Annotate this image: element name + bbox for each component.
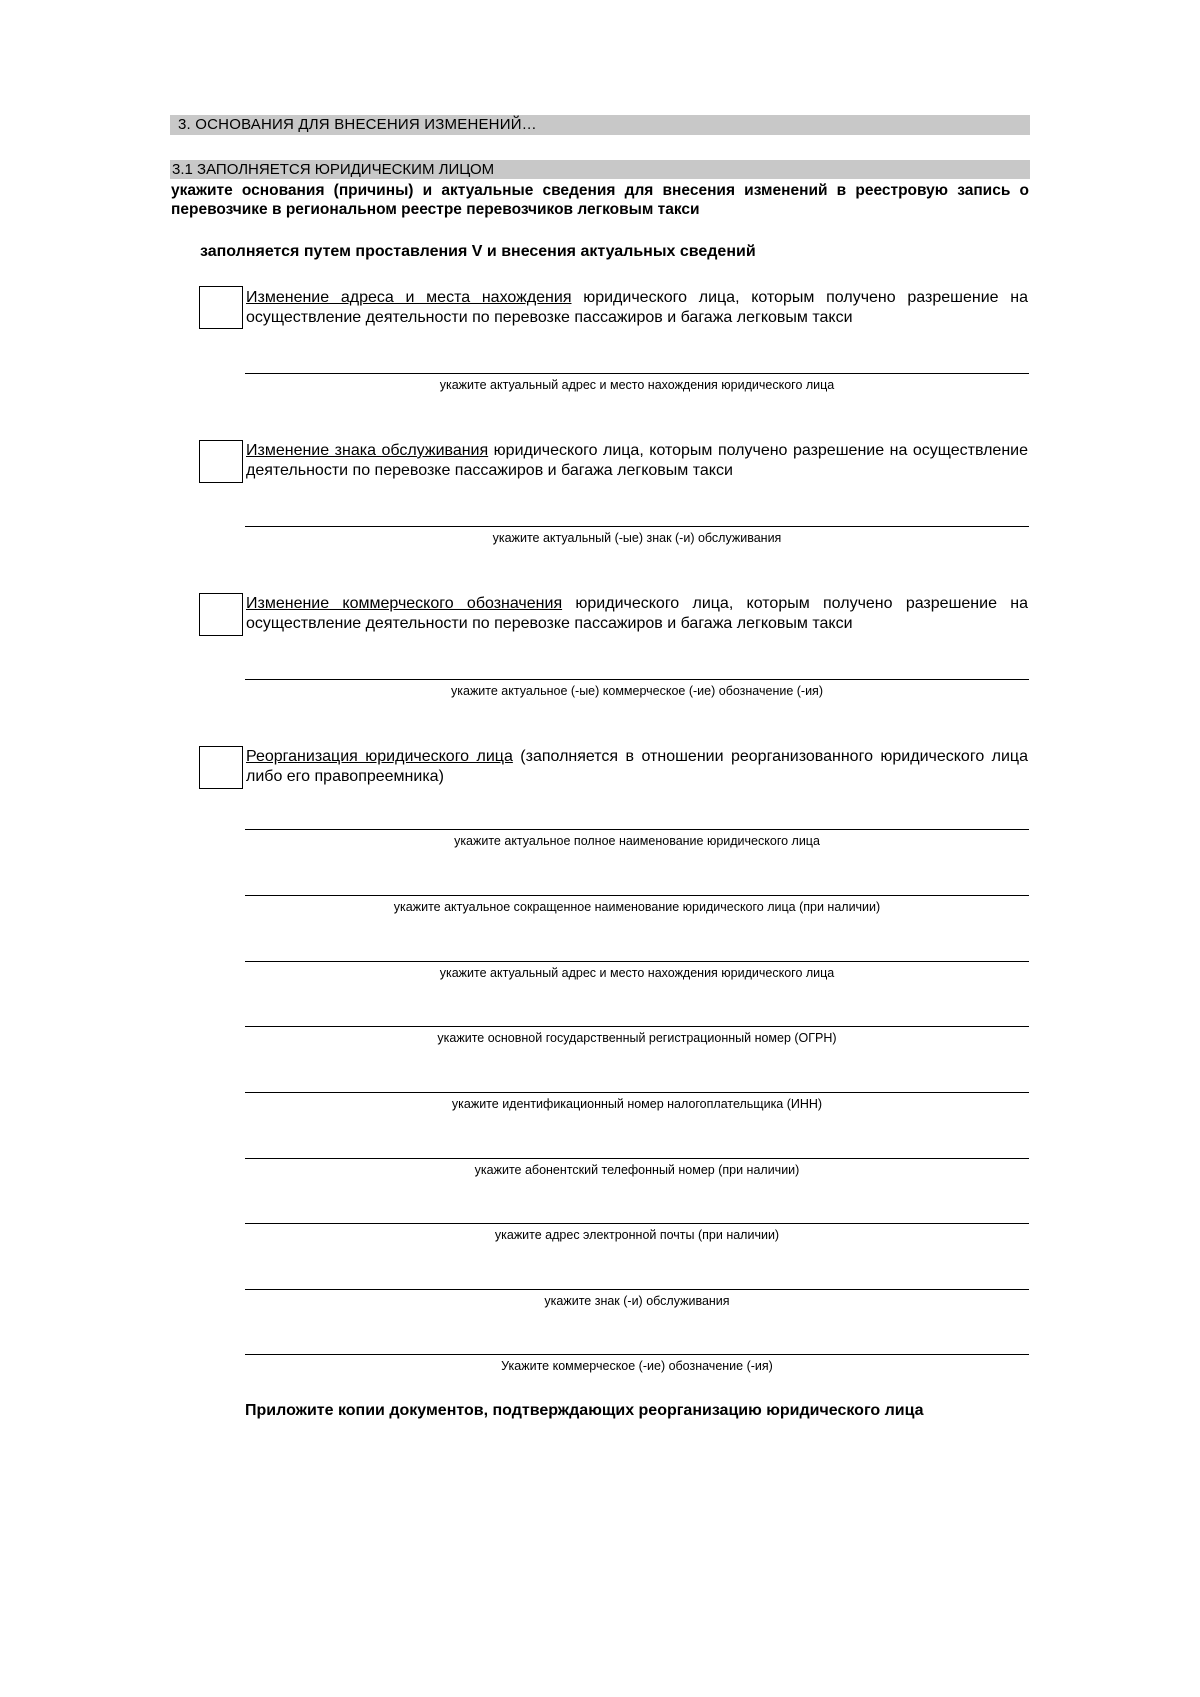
checkbox-commercial-name-change[interactable] <box>199 593 243 636</box>
checkbox-service-mark-change[interactable] <box>199 440 243 483</box>
field-caption: укажите абонентский телефонный номер (при наличии) <box>474 1163 800 1177</box>
input-line-commercial-name[interactable] <box>245 679 1029 680</box>
option-description: юридического лица, которым получено разрешение на осуществление деятельности по перевозке пассажиров и багажа легковым такси <box>246 442 1029 479</box>
field-caption: укажите актуальный адрес и место нахождения юридического лица <box>439 966 835 980</box>
input-line-service-mark[interactable] <box>245 526 1029 527</box>
input-line-address[interactable] <box>245 961 1029 962</box>
option-title: Реорганизация юридического лица <box>246 748 513 765</box>
field-caption: укажите актуальное (-ые) коммерческое (-ие) обозначение (-ия) <box>451 684 823 698</box>
field-caption: Укажите коммерческое (-ие) обозначение (-ия) <box>501 1359 773 1373</box>
field-caption: укажите актуальный (-ые) знак (-и) обслуживания <box>492 531 782 545</box>
option-service-mark-change <box>246 441 1028 481</box>
field-caption: укажите адрес электронной почты (при наличии) <box>494 1228 780 1242</box>
option-description: (заполняется в отношении реорганизованного юридического лица либо его правопреемника) <box>246 748 1028 785</box>
input-line-service-mark[interactable] <box>245 1289 1029 1290</box>
option-commercial-name-change <box>246 594 1028 634</box>
input-line-ogrn[interactable] <box>245 1026 1029 1027</box>
input-line-phone[interactable] <box>245 1158 1029 1159</box>
option-title: Изменение коммерческого обозначения <box>246 595 563 612</box>
attachment-note: Приложите копии документов, подтверждающих реорганизацию юридического лица <box>245 1402 924 1419</box>
checkbox-address-change[interactable] <box>199 286 243 329</box>
method-note: заполняется путем проставления V и внесения актуальных сведений <box>200 243 756 260</box>
section-title: 3. ОСНОВАНИЯ ДЛЯ ВНЕСЕНИЯ ИЗМЕНЕНИЙ… <box>170 115 1030 135</box>
input-line-commercial-name[interactable] <box>245 1354 1029 1355</box>
field-caption: укажите идентификационный номер налогоплательщика (ИНН) <box>451 1097 823 1111</box>
checkbox-reorganization[interactable] <box>199 746 243 789</box>
option-reorganization <box>246 747 1028 787</box>
instruction-text: укажите основания (причины) и актуальные сведения для внесения изменений в реестровую запись о перевозчике в региональном реестре перевозчиков легковым такси <box>171 182 1029 218</box>
subsection-title: 3.1 ЗАПОЛНЯЕТСЯ ЮРИДИЧЕСКИМ ЛИЦОМ <box>170 160 1030 179</box>
input-line-short-name[interactable] <box>245 895 1029 896</box>
field-caption: укажите актуальное сокращенное наименование юридического лица (при наличии) <box>393 900 881 914</box>
input-line-address[interactable] <box>245 373 1029 374</box>
option-address-change <box>246 288 1028 328</box>
field-caption: укажите актуальное полное наименование юридического лица <box>454 834 820 848</box>
field-caption: укажите основной государственный регистрационный номер (ОГРН) <box>437 1031 837 1045</box>
option-description: юридического лица, которым получено разрешение на осуществление деятельности по перевозке пассажиров и багажа легковым такси <box>246 289 1028 326</box>
input-line-email[interactable] <box>245 1223 1029 1224</box>
option-title: Изменение адреса и места нахождения <box>246 289 572 306</box>
field-caption: укажите актуальный адрес и место нахождения юридического лица <box>439 378 835 392</box>
input-line-full-name[interactable] <box>245 829 1029 830</box>
option-title: Изменение знака обслуживания <box>246 442 489 459</box>
input-line-inn[interactable] <box>245 1092 1029 1093</box>
option-description: юридического лица, которым получено разрешение на осуществление деятельности по перевозке пассажиров и багажа легковым такси <box>246 595 1028 632</box>
field-caption: укажите знак (-и) обслуживания <box>544 1294 730 1308</box>
